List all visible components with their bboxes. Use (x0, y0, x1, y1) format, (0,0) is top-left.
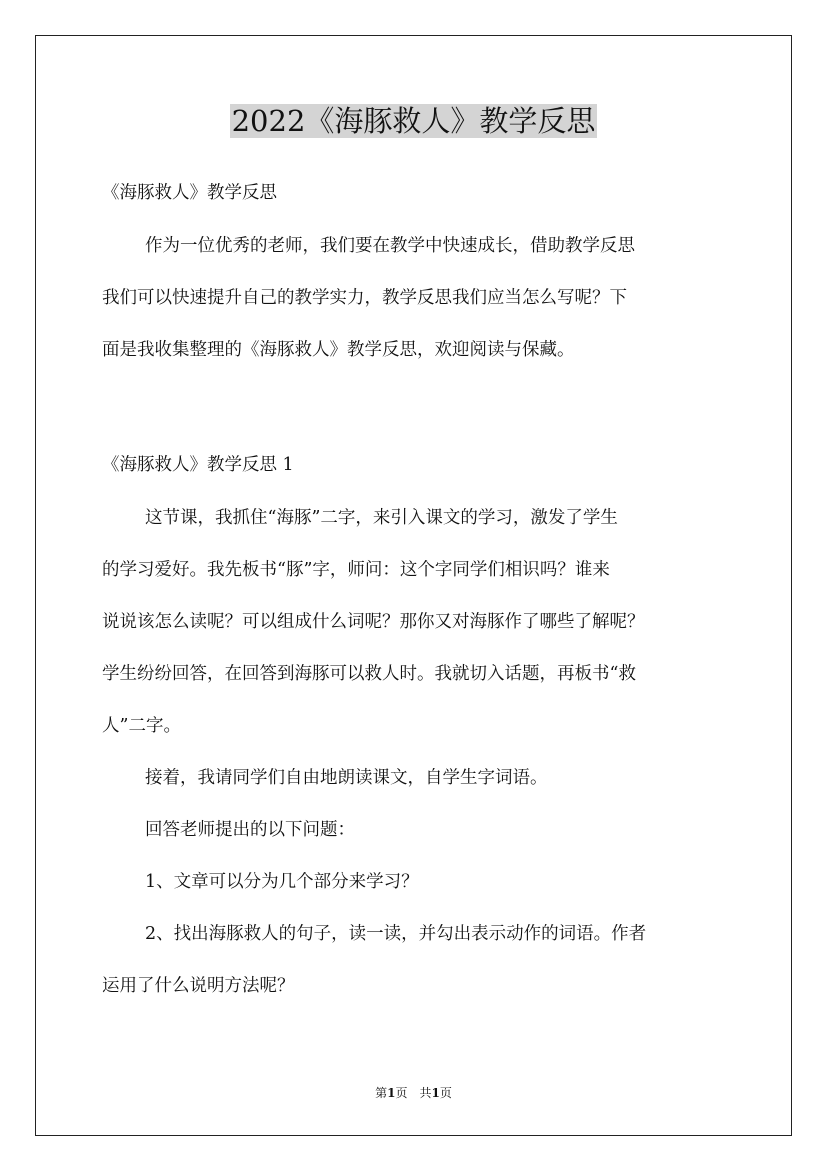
footer-page-total: 1 (431, 1086, 440, 1100)
paragraph-line: 回答老师提出的以下问题： (145, 820, 355, 840)
footer-page-suffix: 页 (439, 1086, 452, 1100)
paragraph-line: 人”二字。 (102, 716, 181, 736)
question-item: 1、文章可以分为几个部分来学习？ (145, 872, 419, 892)
footer-page-mid: 页 共 (395, 1086, 432, 1100)
question-item: 运用了什么说明方法呢？ (102, 976, 295, 996)
section-heading: 《海豚救人》教学反思 1 (102, 455, 294, 475)
document-subtitle: 《海豚救人》教学反思 (102, 183, 277, 203)
paragraph-line: 我们可以快速提升自己的教学实力，教学反思我们应当怎么写呢？下 (102, 288, 627, 308)
intro-paragraph (102, 220, 742, 376)
page-footer (0, 1083, 827, 1103)
section-paragraph (102, 492, 742, 1012)
paragraph-line: 作为一位优秀的老师，我们要在教学中快速成长，借助教学反思 (145, 236, 635, 256)
paragraph-line: 面是我收集整理的《海豚救人》教学反思，欢迎阅读与保藏。 (102, 340, 575, 360)
paragraph-line: 这节课，我抓住“海豚”二字，来引入课文的学习，激发了学生 (145, 508, 618, 528)
paragraph-line: 的学习爱好。我先板书“豚”字，师问：这个字同学们相识吗？谁来 (102, 560, 610, 580)
paragraph-line: 学生纷纷回答，在回答到海豚可以救人时。我就切入话题，再板书“救 (102, 664, 636, 684)
footer-page-number: 1 (387, 1086, 396, 1100)
document-title-text: 2022《海豚救人》教学反思 (231, 104, 596, 138)
document-title (0, 98, 827, 144)
footer-page-prefix: 第 (375, 1086, 388, 1100)
paragraph-line: 接着，我请同学们自由地朗读课文，自学生字词语。 (145, 768, 548, 788)
question-item: 2、找出海豚救人的句子，读一读，并勾出表示动作的词语。作者 (145, 924, 647, 944)
paragraph-line: 说说该怎么读呢？可以组成什么词呢？那你又对海豚作了哪些了解呢？ (102, 612, 645, 632)
